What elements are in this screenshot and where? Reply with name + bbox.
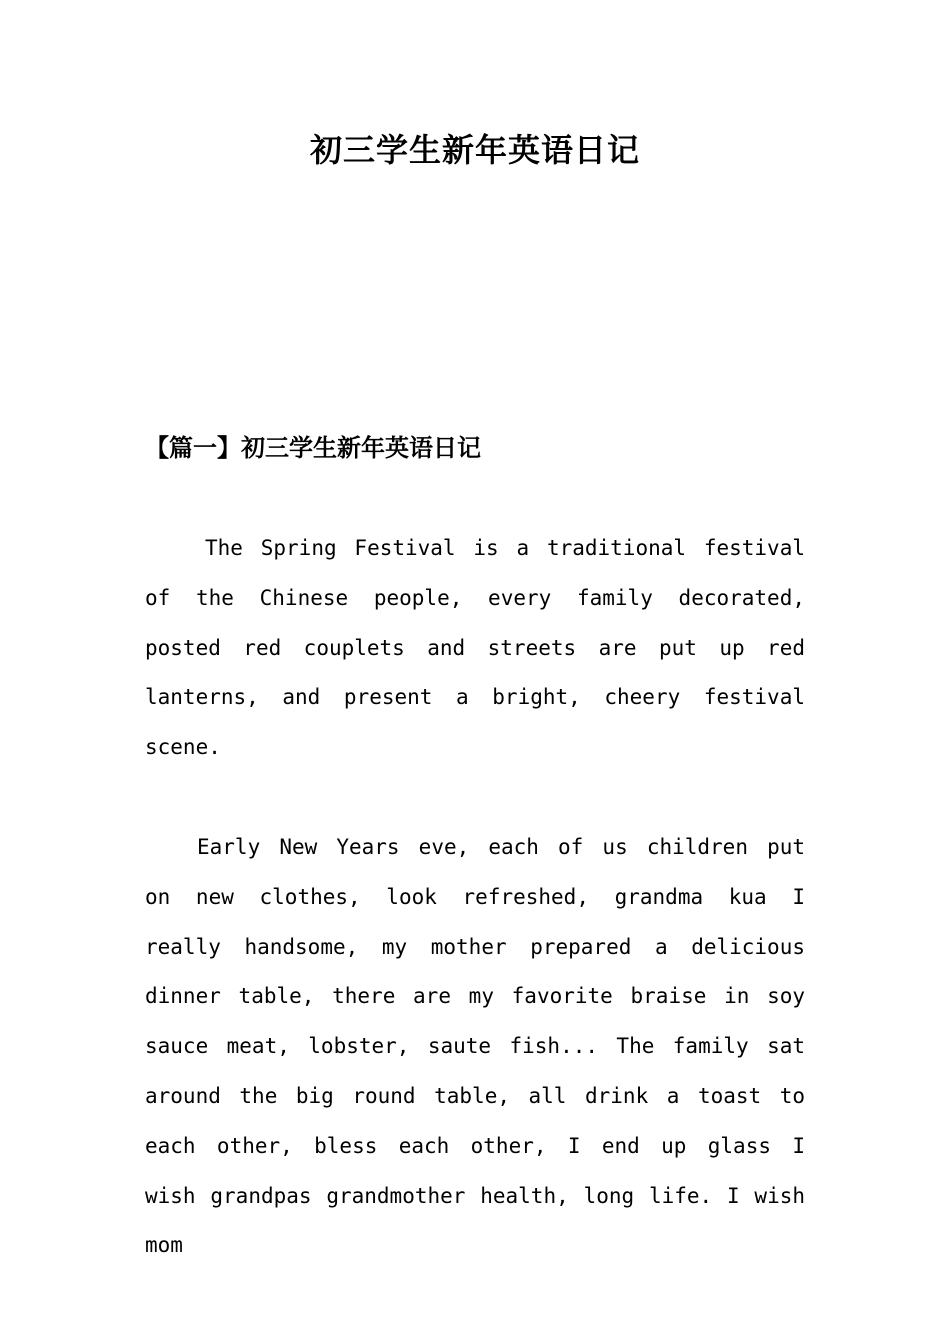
paragraph-1: The Spring Festival is a traditional festival of the Chinese people, every family decorated, posted red couplets and streets are put up red lanterns, and present a bright, cheery festival scene. bbox=[145, 536, 805, 760]
section-heading: 【篇一】初三学生新年英语日记 bbox=[145, 433, 481, 462]
document-title: 初三学生新年英语日记 bbox=[309, 131, 640, 169]
paragraph-2: Early New Years eve, each of us children put on new clothes, look refreshed, grandma kua I really handsome, my mother prepared a delicious dinner table, there are my favorite braise in soy sauce meat, lobster, saute fish... The family sat around the big round table, all drink a toast to each other, bless each other, I end up glass I wish grandpas grandmother health, long life. I wish mom bbox=[145, 835, 805, 1258]
